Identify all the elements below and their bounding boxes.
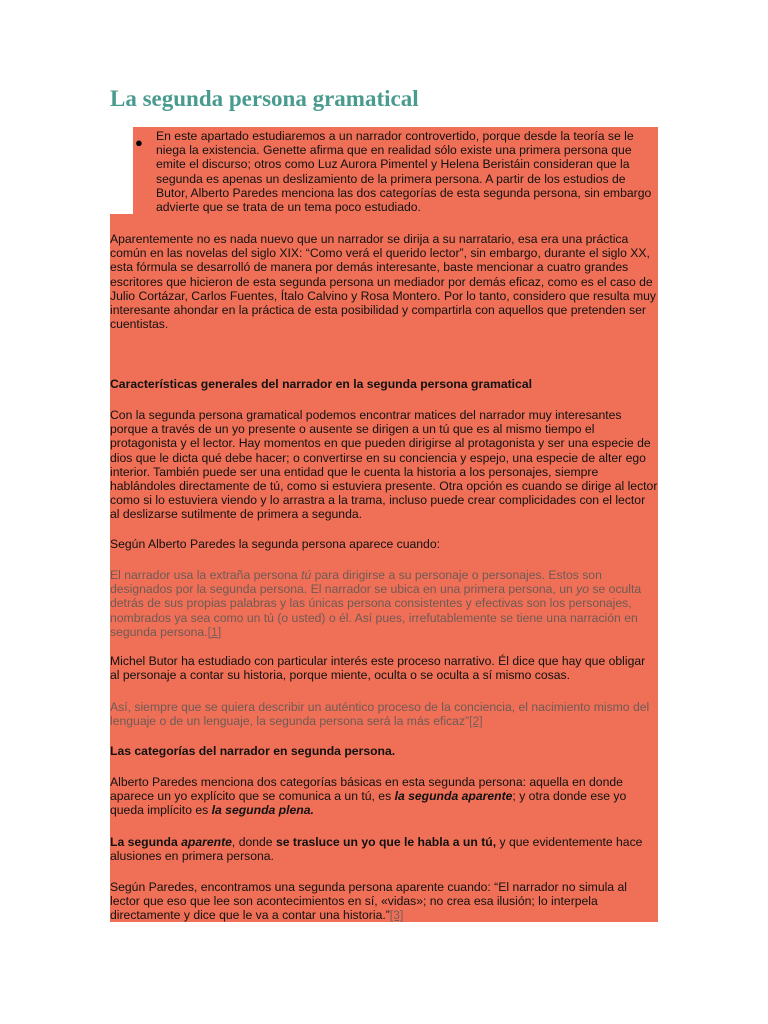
paragraph-butor: Michel Butor ha estudiado con particular interés este proceso narrativo. Él dice que hay que obligar al personaje a contar su historia, porque miente, oculta o se oculta a sí mismo cosas. xyxy=(110,654,646,683)
page-title: La segunda persona gramatical xyxy=(110,86,419,111)
intro-bullet-text: En este apartado estudiaremos a un narrador controvertido, porque desde la teoría se le niega la existencia. Genette afirma que en realidad sólo existe una primera persona que emite el discurso; otros como Luz Aurora Pimentel y Helena Beristáin consideran que la segunda es apenas un deslizamiento de la primera persona. A partir de los estudios de Butor, Alberto Paredes menciona las dos categorías de esta segunda persona, sin embargo advierte que se trata de un tema poco estudiado. xyxy=(156,129,652,215)
bullet-dot-icon: ● xyxy=(135,135,143,150)
quote-butor: Así, siempre que se quiera describir un auténtico proceso de la conciencia, el nacimiento mismo del lenguaje o de un lenguaje, la segunda persona será la más eficaz”[2] xyxy=(110,700,650,729)
paragraph-intro: Aparentemente no es nada nuevo que un narrador se dirija a su narratario, esa era una práctica común en las novelas del siglo XIX: “Como verá el querido lector”, sin embargo, durante el siglo XX, esta fórmula se desarrolló de manera por demás interesante, baste mencionar a cuatro grandes escritores que hicieron de esta segunda persona un mediador por demás eficaz, como es el caso de Julio Cortázar, Carlos Fuentes, Ítalo Calvino y Rosa Montero. Por lo tanto, considero que resulta muy interesante ahondar en la práctica de esta posibilidad y compartirla con aquellos que pretenden ser cuentistas. xyxy=(110,232,656,332)
paragraph-categories: Alberto Paredes menciona dos categorías básicas en esta segunda persona: aquella en donde aparece un yo explícito que se comunica a un tú, es la segunda aparente; y otra donde ese yo queda implícito es la segunda plena. xyxy=(110,775,627,818)
quote-paredes: El narrador usa la extraña persona tú para dirigirse a su personaje o personajes. Estos son designados por la segunda persona. El narrador se ubica en una primera persona, un yo se oculta detrás de sus propias palabras y las únicas persona consistentes y efectivas son los personajes, nombrados ya sea como un tú (o usted) o él. Así pues, irrefutablemente se tiene una narración en segunda persona.[1] xyxy=(110,568,642,639)
paragraph-segunda-aparente: La segunda aparente, donde se trasluce un yo que le habla a un tú, y que evidentemente hace alusiones en primera persona. xyxy=(110,835,643,864)
footnote-link-1[interactable]: [1] xyxy=(207,624,222,639)
paragraph-characteristics: Con la segunda persona gramatical podemos encontrar matices del narrador muy interesantes porque a través de un yo presente o ausente se dirigen a un tú que es al mismo tiempo el protagonista y el lector. Hay momentos en que pueden dirigirse al protagonista y ser una especie de dios que le dicta qué debe hacer; o convertirse en su conciencia y espejo, una especie de alter ego interior. También puede ser una entidad que le cuenta la historia a los personajes, siempre hablándoles directamente de tú, como si estuviera presente. Otra opción es cuando se dirige al lector como si lo estuviera viendo y lo arrastra a la trama, incluso puede crear complicidades con el lector al deslizarse sutilmente de primera a segunda. xyxy=(110,408,658,522)
footnote-link-3[interactable]: [3] xyxy=(389,908,404,923)
section-heading-characteristics: Características generales del narrador en la segunda persona gramatical xyxy=(110,377,533,391)
paragraph-paredes-aparente: Según Paredes, encontramos una segunda persona aparente cuando: “El narrador no simula al lector que eso que lee son acontecimientos en sí, «vidas»; no crea esa ilusión; lo interpela directamente y dice que le va a contar una historia.”[3] xyxy=(110,880,627,923)
paragraph-paredes-intro: Según Alberto Paredes la segunda persona aparece cuando: xyxy=(110,537,440,551)
section-heading-categories: Las categorías del narrador en segunda persona. xyxy=(110,744,396,758)
footnote-link-2[interactable]: [2] xyxy=(469,714,483,729)
